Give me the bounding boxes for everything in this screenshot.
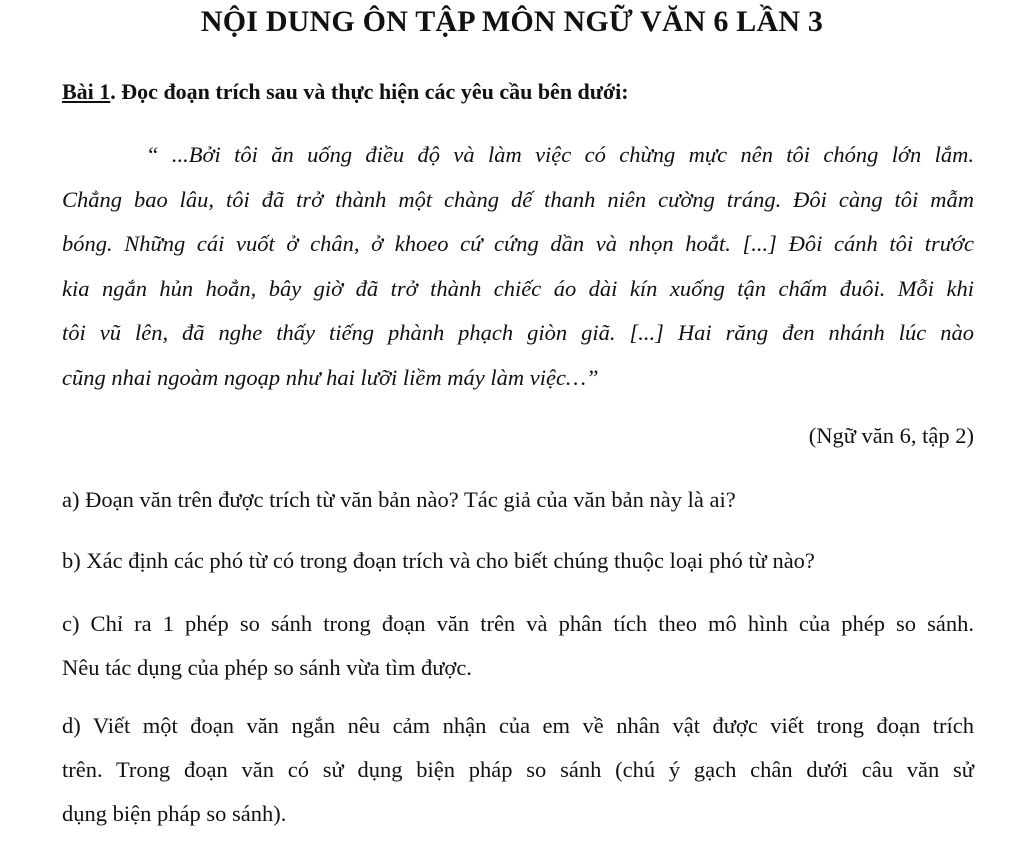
question-b	[62, 539, 974, 583]
question-a	[62, 478, 974, 522]
passage-line: kia ngắn hủn hoẳn, bây giờ đã trở thành chiếc áo dài kín xuống tận chấm đuôi. Mỗi khi	[62, 275, 974, 301]
excerpt-passage	[62, 133, 974, 400]
exercise-label: Bài 1	[62, 79, 111, 104]
passage-line: cũng nhai ngoàm ngoạp như hai lưỡi liềm máy làm việc…”	[62, 364, 599, 390]
question-line: trên. Trong đoạn văn có sử dụng biện pháp so sánh (chú ý gạch chân dưới câu văn sử	[62, 757, 974, 782]
question-line: dụng biện pháp so sánh).	[62, 801, 287, 826]
question-line: Nêu tác dụng của phép so sánh vừa tìm được.	[62, 655, 472, 680]
question-line: a) Đoạn văn trên được trích từ văn bản nào? Tác giả của văn bản này là ai?	[62, 487, 736, 512]
passage-line: Chẳng bao lâu, tôi đã trở thành một chàng dế thanh niên cường tráng. Đôi càng tôi mẫm	[62, 186, 974, 212]
question-line: c) Chỉ ra 1 phép so sánh trong đoạn văn trên và phân tích theo mô hình của phép so sánh.	[62, 611, 974, 636]
excerpt-source: (Ngữ văn 6, tập 2)	[808, 423, 974, 448]
question-line: b) Xác định các phó từ có trong đoạn trích và cho biết chúng thuộc loại phó từ nào?	[62, 548, 815, 573]
question-line: d) Viết một đoạn văn ngắn nêu cảm nhận của em về nhân vật được viết trong đoạn trích	[62, 713, 974, 738]
exercise-instruction: . Đọc đoạn trích sau và thực hiện các yêu cầu bên dưới:	[110, 79, 629, 104]
passage-line: bóng. Những cái vuốt ở chân, ở khoeo cứ cứng dần và nhọn hoắt. [...] Đôi cánh tôi trước	[62, 231, 974, 256]
exercise-heading	[62, 76, 629, 108]
passage-line: “ ...Bởi tôi ăn uống điều độ và làm việc có chừng mực nên tôi chóng lớn lắm.	[146, 142, 974, 167]
question-c	[62, 602, 974, 690]
question-d	[62, 704, 974, 836]
page-title: NỘI DUNG ÔN TẬP MÔN NGỮ VĂN 6 LẦN 3	[200, 5, 824, 38]
passage-line: tôi vũ lên, đã nghe thấy tiếng phành phạch giòn giã. [...] Hai răng đen nhánh lúc nào	[62, 320, 974, 345]
